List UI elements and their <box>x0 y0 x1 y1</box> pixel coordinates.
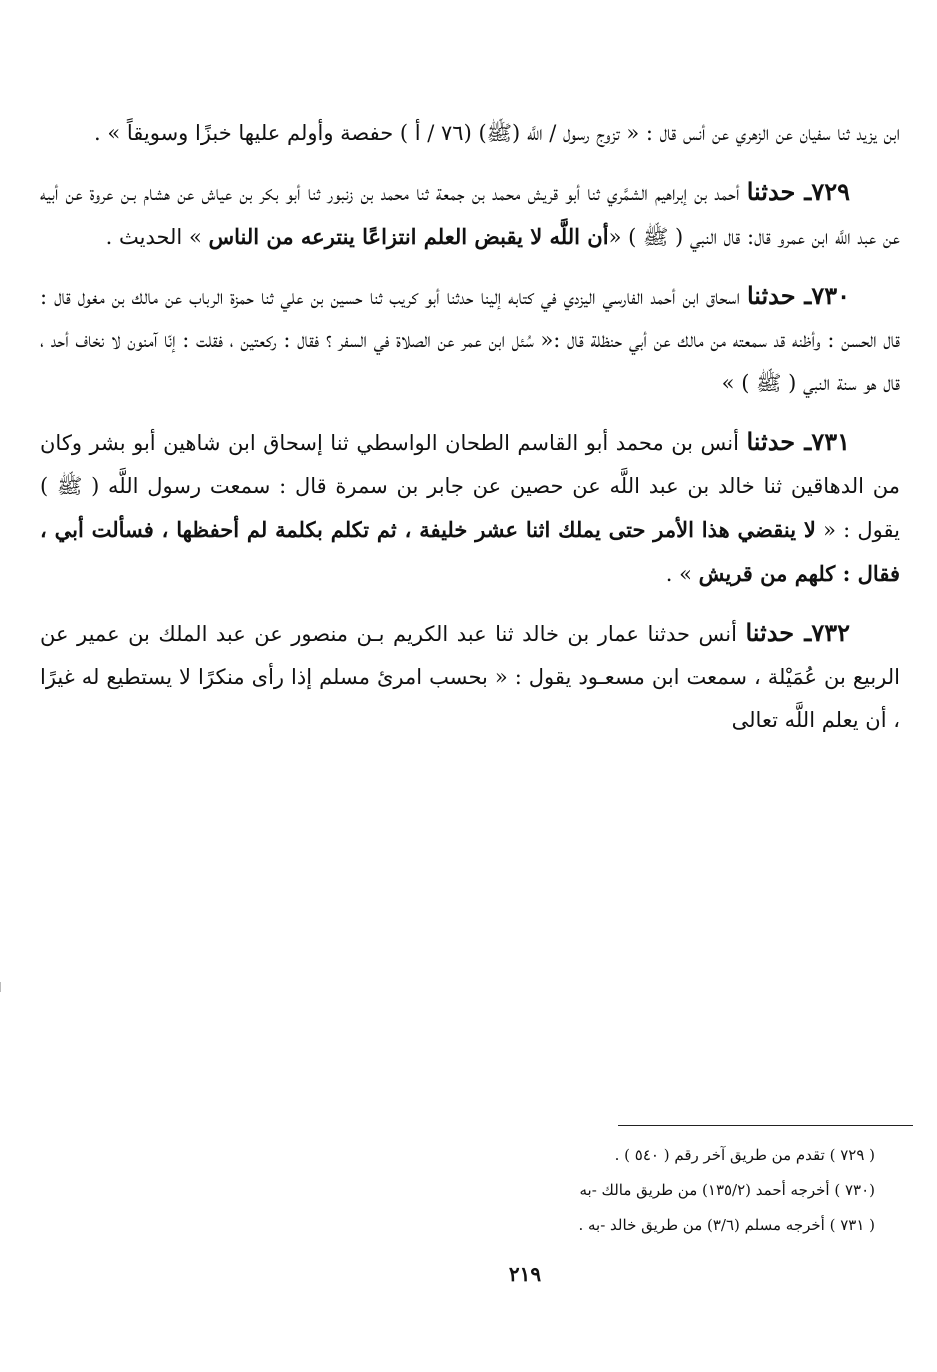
hadith-number: ٧٣٠ـ حدثنا <box>746 281 850 310</box>
hadith-number: ٧٢٩ـ حدثنا <box>746 177 850 206</box>
footnote-731: ( ٧٣١ ) أخرجه مسلم (٣/٦) من طريق خالد -به . <box>578 1216 875 1234</box>
hadith-729 <box>40 170 900 259</box>
hadith-matn-bold: أن اللَّه لا يقبض العلم انتزاعًا ينترعه من الناس <box>208 224 609 249</box>
footnote-730: (٧٣٠ ) أخرجه أحمد (١٣٥/٢) من طريق مالك -به <box>579 1181 875 1199</box>
footnote-729: ( ٧٢٩ ) تقدم من طريق آخر رقم ( ٥٤٠ ) . <box>614 1146 875 1164</box>
hadith-text: اسحاق ابن أحمد الفارسي اليزدي في كتابه إلينا حدثنا أبو كريب ثنا حسين بن علي ثنا حمزة الرباب عن مالك بن مغول قال : قال الحسن : وأظنه قد سمعته من مالك عن أبي حنظلة قال :« سُئل ابن عمر عن الصلاة في السفر ؟ فقال : ركعتين ، فقلت : إنّا آمنون لا نخاف أحد ، قال هو سنة النبي ( ﷺ ) » <box>40 285 900 395</box>
footnotes <box>360 1138 875 1243</box>
main-text <box>40 112 900 742</box>
hadith-731 <box>40 420 900 596</box>
margin-mark <box>0 982 4 992</box>
hadith-text: أنس حدثنا عمار بن خالد ثنا عبد الكريم بـن منصور عن عبد الملك بن عمير عن الربيع بن عُمَيْلة ، سمعت ابن مسعـود يقول : « بحسب امرئ مسلم إذا رأى منكرًا لا يستطيع له غيرًا ، أن يعلم اللَّه تعالى <box>40 622 900 732</box>
hadith-number: ٧٣٢ـ حدثنا <box>745 618 850 647</box>
hadith-number: ٧٣١ـ حدثنا <box>746 427 850 456</box>
hadith-text-end: » . <box>665 562 699 586</box>
hadith-730 <box>40 274 900 405</box>
hadith-text: أنس بن محمد أبو القاسم الطحان الواسطي ثنا إسحاق ابن شاهين أبو بشر وكان من الدهاقين ثنا خالد بن عبد اللَّه عن حصين عن جابر بن سمرة قال : سمعت رسول اللَّه ( ﷺ ) يقول : « <box>40 431 901 542</box>
footnote-divider <box>618 1125 913 1126</box>
hadith-text: أحمد بن إبراهيم الشمَّري ثنا أبو قريش محمد بن جمعة ثنا محمد بن زنبور ثنا أبو بكر بن عياش عن هشام بـن عروة عن أبيه عن عبد اللَّه ابن عمرو قال: قال النبي ( ﷺ ) « <box>40 181 900 249</box>
hadith-text-end: » الحديث . <box>105 225 209 249</box>
paragraph-intro: ابن يزيد ثنا سفيان عن الزهري عن أنس قال : « تزوج رسول / اللَّه (ﷺ) (٧٦ / أ ) حفصة وأولم عليها خبزًا وسويقاً » . <box>93 121 900 145</box>
page-number: ٢١٩ <box>508 1262 542 1286</box>
hadith-732 <box>40 611 900 742</box>
hadith-matn-bold: لا ينقضي هذا الأمر حتى يملك اثنا عشر خليفة ، ثم تكلم بكلمة لم أحفظها ، فسألت أبي ، فقال : كلهم من قريش <box>40 517 900 586</box>
